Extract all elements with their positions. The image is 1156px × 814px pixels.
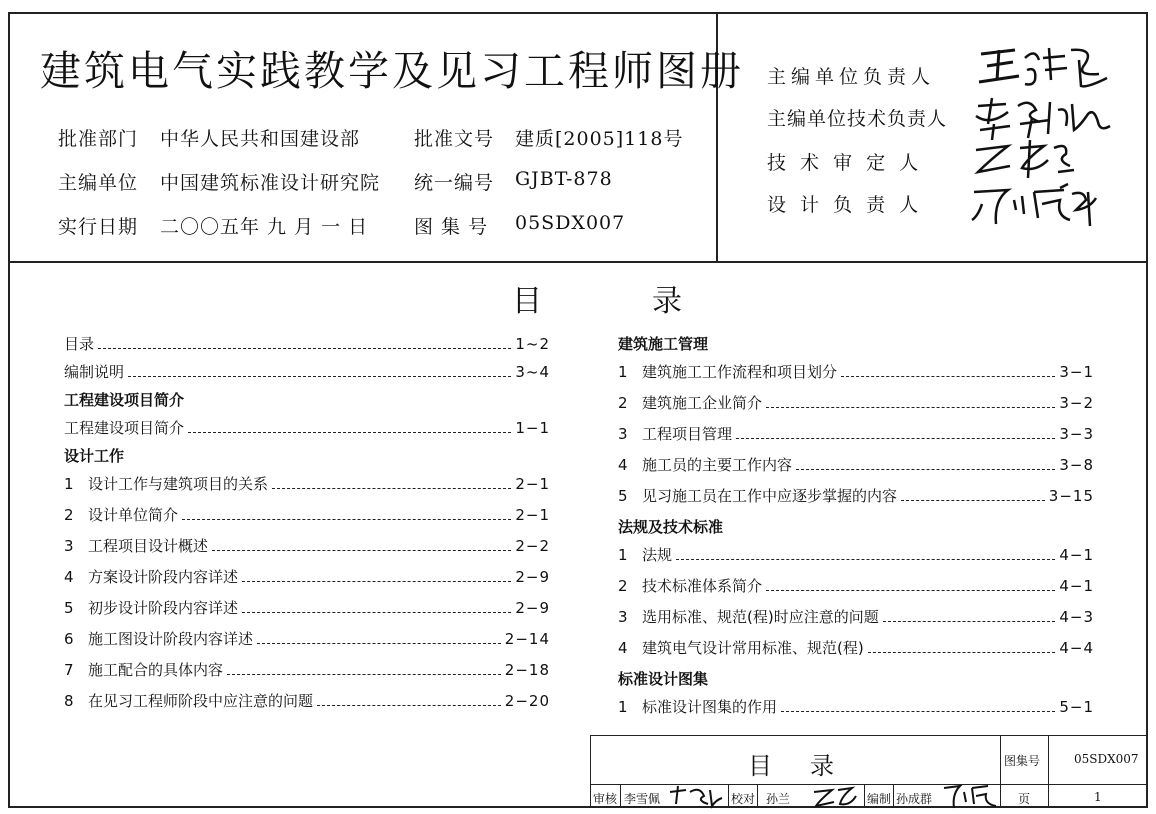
toc-entry[interactable]	[618, 575, 1094, 596]
responsible-role-3: 技 术 审 定 人	[767, 152, 923, 174]
toc-entry[interactable]	[64, 628, 550, 649]
meta-value-2: 中国建筑标准设计研究院	[160, 172, 381, 194]
toc-entry-page: 2−20	[504, 692, 550, 710]
toc-entry-page: 3−2	[1059, 394, 1094, 412]
toc-entry-number: 2	[64, 506, 74, 524]
toc-entry-page: 5−1	[1059, 698, 1094, 716]
toc-entry[interactable]	[618, 544, 1094, 565]
toc-leader-dashes	[901, 499, 1045, 501]
toc-entry-title: 施工配合的具体内容	[88, 661, 224, 679]
toc-section-heading: 设计工作	[64, 447, 125, 465]
toc-entry[interactable]	[64, 659, 550, 680]
toc-entry-page: 2−2	[515, 537, 550, 555]
toc-entry-title: 建筑电气设计常用标准、规范(程)	[642, 639, 864, 657]
toc-entry[interactable]	[618, 361, 1094, 382]
toc-entry[interactable]	[618, 423, 1094, 444]
meta-label-3: 实行日期	[58, 216, 139, 238]
tb-name-right: 录	[810, 752, 834, 780]
toc-entry-number: 1	[64, 475, 74, 493]
toc-leader-dashes	[188, 431, 511, 433]
toc-heading-right: 录	[652, 284, 682, 319]
toc-entry-title: 施工图设计阶段内容详述	[88, 630, 254, 648]
tb-draft-name: 孙成群	[896, 792, 933, 806]
responsible-role-4: 设 计 负 责 人	[767, 194, 923, 216]
toc-entry-page: 3−3	[1059, 425, 1094, 443]
toc-leader-dashes	[736, 437, 1055, 439]
tb-left-line	[590, 735, 591, 808]
toc-entry[interactable]	[618, 606, 1094, 627]
toc-leader-dashes	[257, 642, 501, 644]
tb-page-value: 1	[1094, 790, 1102, 804]
toc-entry-page: 4−3	[1059, 608, 1094, 626]
tb-review-label: 审核	[593, 792, 618, 806]
tb-atlas-value: 05SDX007	[1074, 752, 1139, 766]
toc-entry-number: 3	[618, 425, 628, 443]
tb-cell-line-5	[893, 784, 894, 808]
toc-entry-title: 初步设计阶段内容详述	[88, 599, 239, 617]
toc-leader-dashes	[212, 549, 511, 551]
toc-entry[interactable]	[64, 473, 550, 494]
toc-entry-title: 设计工作与建筑项目的关系	[88, 475, 269, 493]
tb-cell-line-1	[620, 784, 621, 808]
toc-entry-page: 2−9	[515, 568, 550, 586]
toc-entry-number: 3	[64, 537, 74, 555]
toc-leader-dashes	[781, 710, 1055, 712]
tb-divider-2	[1048, 735, 1049, 808]
toc-entry-number: 4	[64, 568, 74, 586]
tb-cell-line-3	[757, 784, 758, 808]
toc-entry-number: 1	[618, 698, 628, 716]
meta-value2-2: GJBT-878	[515, 168, 613, 190]
toc-entry-number: 1	[618, 363, 628, 381]
toc-entry-page: 4−1	[1059, 546, 1094, 564]
toc-entry-number: 1	[618, 546, 628, 564]
toc-entry-page: 4−4	[1059, 639, 1094, 657]
toc-entry-number: 4	[618, 639, 628, 657]
toc-entry-page: 3−15	[1048, 487, 1094, 505]
toc-entry-title: 工程建设项目简介	[64, 419, 185, 437]
meta-value-1: 中华人民共和国建设部	[160, 128, 361, 150]
toc-entry[interactable]	[64, 535, 550, 556]
tb-draft-label: 编制	[867, 792, 892, 806]
tb-review-signature	[666, 784, 726, 810]
toc-leader-dashes	[868, 651, 1056, 653]
toc-entry[interactable]	[618, 392, 1094, 413]
toc-section-heading: 建筑施工管理	[618, 335, 709, 353]
toc-entry[interactable]	[618, 696, 1094, 717]
toc-entry-title: 工程项目管理	[642, 425, 733, 443]
tb-atlas-label: 图集号	[1004, 754, 1041, 768]
tb-name-left: 目	[748, 752, 772, 780]
signature-tech-lead	[970, 96, 1120, 144]
toc-entry-title: 设计单位简介	[88, 506, 179, 524]
tb-proof-name: 孙兰	[766, 792, 791, 806]
toc-leader-dashes	[676, 558, 1055, 560]
toc-entry-page: 3−8	[1059, 456, 1094, 474]
meta-label-2: 主编单位	[58, 172, 139, 194]
toc-entry-page: 2−1	[515, 475, 550, 493]
signature-design-lead	[968, 180, 1108, 230]
tb-review-name: 李雪佩	[624, 792, 661, 806]
toc-leader-dashes	[796, 468, 1055, 470]
toc-entry[interactable]	[618, 637, 1094, 658]
tb-divider-1	[1000, 735, 1001, 808]
toc-entry-page: 3−1	[1059, 363, 1094, 381]
toc-entry-page: 2−14	[504, 630, 550, 648]
meta-value-3: 二〇〇五年 九 月 一 日	[160, 216, 369, 238]
toc-entry-page: 3~4	[515, 363, 550, 381]
header-bottom-line	[8, 261, 1148, 263]
toc-entry-number: 7	[64, 661, 74, 679]
toc-leader-dashes	[766, 589, 1055, 591]
toc-section-heading: 工程建设项目简介	[64, 391, 185, 409]
tb-cell-line-2	[728, 784, 729, 808]
toc-entry-title: 建筑施工企业简介	[642, 394, 763, 412]
toc-entry-page: 1−1	[515, 419, 550, 437]
toc-entry-title: 建筑施工工作流程和项目划分	[642, 363, 838, 381]
tb-cell-line-4	[864, 784, 865, 808]
toc-section-heading: 标准设计图集	[618, 670, 709, 688]
meta-value2-3: 05SDX007	[515, 212, 626, 234]
toc-entry-title: 技术标准体系简介	[642, 577, 763, 595]
toc-entry[interactable]	[618, 485, 1094, 506]
signature-reviewer	[970, 138, 1080, 182]
toc-entry-page: 2−18	[504, 661, 550, 679]
toc-entry-title: 工程项目设计概述	[88, 537, 209, 555]
toc-entry-number: 6	[64, 630, 74, 648]
toc-entry-number: 5	[64, 599, 74, 617]
toc-entry-number: 2	[618, 394, 628, 412]
tb-page-label: 页	[1018, 792, 1031, 806]
toc-entry[interactable]	[64, 690, 550, 711]
atlas-title: 建筑电气实践教学及见习工程师图册	[40, 47, 744, 95]
toc-entry-title: 在见习工程师阶段中应注意的问题	[88, 692, 314, 710]
toc-heading-left: 目	[512, 284, 542, 319]
toc-entry-title: 目录	[64, 335, 95, 353]
toc-entry-page: 4−1	[1059, 577, 1094, 595]
toc-entry-page: 1~2	[515, 335, 550, 353]
toc-leader-dashes	[182, 518, 511, 520]
toc-entry[interactable]	[618, 454, 1094, 475]
toc-entry-number: 3	[618, 608, 628, 626]
meta-value2-1: 建质[2005]118号	[515, 128, 684, 150]
toc-leader-dashes	[242, 611, 511, 613]
tb-proof-signature	[810, 784, 862, 810]
meta-label-1: 批准部门	[58, 128, 139, 150]
toc-leader-dashes	[242, 580, 511, 582]
toc-entry-title: 见习施工员在工作中应逐步掌握的内容	[642, 487, 898, 505]
meta-label2-3: 图 集 号	[414, 216, 489, 238]
tb-top-line	[590, 735, 1148, 736]
toc-entry-title: 方案设计阶段内容详述	[88, 568, 239, 586]
responsible-role-2: 主编单位技术负责人	[767, 108, 948, 130]
toc-leader-dashes	[128, 375, 511, 377]
toc-entry-number: 8	[64, 692, 74, 710]
toc-entry-title: 选用标准、规范(程)时应注意的问题	[642, 608, 879, 626]
toc-leader-dashes	[317, 704, 501, 706]
toc-entry[interactable]	[64, 504, 550, 525]
toc-entry[interactable]	[64, 333, 550, 354]
toc-entry-number: 2	[618, 577, 628, 595]
toc-entry-number: 4	[618, 456, 628, 474]
tb-proof-label: 校对	[731, 792, 756, 806]
toc-entry-title: 施工员的主要工作内容	[642, 456, 793, 474]
toc-section-heading: 法规及技术标准	[618, 518, 724, 536]
tb-draft-signature	[940, 780, 1000, 810]
toc-entry[interactable]	[64, 361, 550, 382]
toc-leader-dashes	[883, 620, 1056, 622]
toc-entry-title: 法规	[642, 546, 673, 564]
toc-entry-number: 5	[618, 487, 628, 505]
toc-entry[interactable]	[64, 417, 550, 438]
toc-leader-dashes	[766, 406, 1055, 408]
toc-entry-title: 标准设计图集的作用	[642, 698, 778, 716]
toc-leader-dashes	[272, 487, 511, 489]
responsible-role-1: 主编单位负责人	[767, 66, 936, 88]
signature-chief-editor	[975, 40, 1115, 90]
toc-leader-dashes	[98, 347, 511, 349]
meta-label2-2: 统一编号	[414, 172, 495, 194]
toc-entry-page: 2−1	[515, 506, 550, 524]
toc-leader-dashes	[227, 673, 501, 675]
toc-leader-dashes	[841, 375, 1055, 377]
meta-label2-1: 批准文号	[414, 128, 495, 150]
toc-entry[interactable]	[64, 566, 550, 587]
toc-entry[interactable]	[64, 597, 550, 618]
toc-entry-page: 2−9	[515, 599, 550, 617]
toc-entry-title: 编制说明	[64, 363, 125, 381]
